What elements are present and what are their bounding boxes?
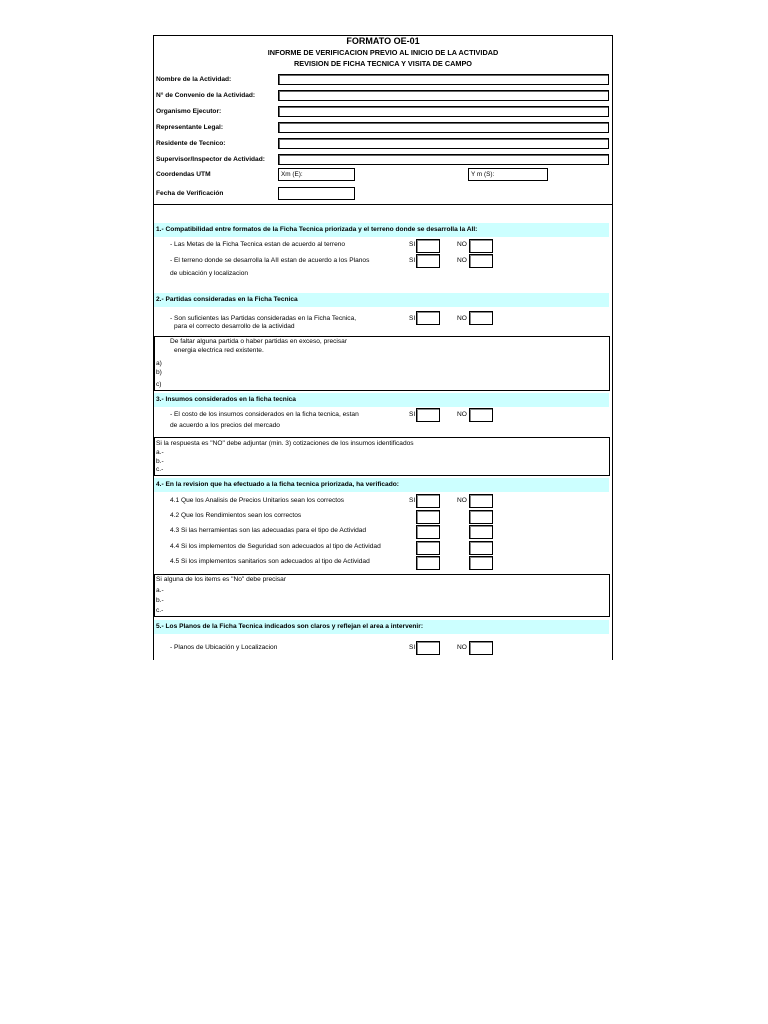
s4-item-1: 4.1 Que los Analisis de Precios Unitarios sean los correctos — [170, 497, 345, 504]
s4-item-a: a.- — [156, 587, 164, 594]
si-label: SI — [409, 257, 416, 264]
s1-q2-si-box[interactable] — [416, 254, 440, 268]
organismo-field[interactable] — [278, 106, 609, 117]
s3-q1-no-box[interactable] — [469, 408, 493, 422]
no-label: NO — [457, 241, 467, 248]
s2-item-a: a) — [156, 360, 162, 367]
s1-q1-no-box[interactable] — [469, 239, 493, 253]
representante-field[interactable] — [278, 122, 609, 133]
form-subtitle: REVISION DE FICHA TECNICA Y VISITA DE CAMPO — [294, 59, 472, 68]
nombre-field[interactable] — [278, 74, 609, 85]
label-utm: Coordendas UTM — [156, 171, 211, 178]
s4-4-no-box[interactable] — [469, 541, 493, 555]
utm-y-field[interactable]: Y m (S): — [468, 168, 548, 181]
s4-4-si-box[interactable] — [416, 541, 440, 555]
s4-2-si-box[interactable] — [416, 510, 440, 524]
residente-field[interactable] — [278, 138, 609, 149]
section-1-header — [154, 223, 609, 237]
si-label: SI — [409, 497, 416, 504]
section-3-header — [154, 393, 609, 407]
no-label: NO — [457, 497, 467, 504]
s1-q2: - El terreno donde se desarrolla la AII estan de acuerdo a los Planos — [170, 257, 370, 264]
format-code: FORMATO OE-01 — [346, 36, 420, 46]
form-page — [153, 35, 613, 660]
s2-q1-cont: para el correcto desarrollo de la actividad — [174, 323, 295, 330]
s2-q1: - Son suficientes las Partidas consideradas en la Ficha Tecnica, — [170, 315, 357, 322]
s5-q1: - Planos de Ubicación y Localizacion — [170, 644, 278, 651]
section-2-header — [154, 293, 609, 307]
section-5-header — [154, 620, 609, 634]
label-nombre: Nombre de la Actividad: — [156, 76, 232, 83]
form-title: INFORME DE VERIFICACION PREVIO AL INICIO DE LA ACTIVIDAD — [267, 48, 499, 57]
s5-q1-si-box[interactable] — [416, 641, 440, 655]
s3-q1: - El costo de los insumos considerados en la ficha tecnica, estan — [170, 411, 359, 418]
section-5-title: 5.- Los Planos de la Ficha Tecnica indicados son claros y reflejan el area a intervenir: — [156, 623, 424, 630]
si-label: SI — [409, 411, 416, 418]
label-fecha: Fecha de Verificación — [156, 190, 224, 197]
s3-item-c: c.- — [156, 466, 164, 473]
section-3-title: 3.- Insumos considerados en la ficha tecnica — [156, 396, 296, 403]
si-label: SI — [409, 644, 416, 651]
s1-q2-cont: de ubicación y localizacion — [170, 270, 249, 277]
s3-note: Si la respuesta es "NO" debe adjuntar (min. 3) cotizaciones de los insumos identificados — [156, 440, 414, 447]
s1-q1: - Las Metas de la Ficha Tecnica estan de acuerdo al terreno — [170, 241, 346, 248]
s4-item-b: b.- — [156, 597, 164, 604]
si-label: SI — [409, 315, 416, 322]
s2-item-c: c) — [156, 381, 162, 388]
divider — [154, 204, 612, 205]
s4-2-no-box[interactable] — [469, 510, 493, 524]
s4-5-si-box[interactable] — [416, 556, 440, 570]
s4-5-no-box[interactable] — [469, 556, 493, 570]
section-4-header — [154, 478, 609, 492]
no-label: NO — [457, 644, 467, 651]
no-label: NO — [457, 257, 467, 264]
fecha-field[interactable] — [278, 187, 355, 200]
s1-q1-si-box[interactable] — [416, 239, 440, 253]
s3-q1-cont: de acuerdo a los precios del mercado — [170, 422, 280, 429]
s4-note: Si alguna de los items es "No" debe precisar — [156, 576, 287, 583]
utm-x-field[interactable]: Xm (E): — [278, 168, 355, 181]
s4-item-2: 4.2 Que los Rendimientos sean los correctos — [170, 512, 302, 519]
s2-q1-si-box[interactable] — [416, 311, 440, 325]
s3-q1-si-box[interactable] — [416, 408, 440, 422]
label-convenio: N° de Convenio de la Actividad: — [156, 92, 256, 99]
s4-3-si-box[interactable] — [416, 525, 440, 539]
supervisor-field[interactable] — [278, 154, 609, 165]
s2-note-box[interactable] — [154, 336, 610, 391]
s5-q1-no-box[interactable] — [469, 641, 493, 655]
s4-3-no-box[interactable] — [469, 525, 493, 539]
s4-note-box[interactable] — [154, 574, 610, 617]
s2-q1-no-box[interactable] — [469, 311, 493, 325]
s3-note-box[interactable] — [154, 437, 610, 476]
s2-item-b: b) — [156, 369, 162, 376]
s1-q2-no-box[interactable] — [469, 254, 493, 268]
s4-item-5: 4.5 Si los implementos sanitarios son adecuados al tipo de Actividad — [170, 558, 370, 565]
s2-note-2: energia electrica red existente. — [174, 347, 264, 354]
convenio-field[interactable] — [278, 90, 609, 101]
label-residente: Residente de Tecnico: — [156, 140, 226, 147]
section-2-title: 2.- Partidas consideradas en la Ficha Tecnica — [156, 296, 298, 303]
no-label: NO — [457, 411, 467, 418]
s4-item-3: 4.3 Si las herramientas son las adecuadas para el tipo de Actividad — [170, 527, 367, 534]
si-label: SI — [409, 241, 416, 248]
label-organismo: Organismo Ejecutor: — [156, 108, 222, 115]
s4-1-no-box[interactable] — [469, 494, 493, 508]
label-representante: Representante Legal: — [156, 124, 224, 131]
s2-note-1: De faltar alguna partida o haber partidas en exceso, precisar — [170, 338, 348, 345]
no-label: NO — [457, 315, 467, 322]
s4-item-c: c.- — [156, 607, 164, 614]
section-4-title: 4.- En la revision que ha efectuado a la ficha tecnica priorizada, ha verificado: — [156, 481, 399, 488]
s3-item-a: a.- — [156, 449, 164, 456]
label-supervisor: Supervisor/Inspector de Actividad: — [156, 156, 265, 163]
s3-item-b: b.- — [156, 458, 164, 465]
section-1-title: 1.- Compatibilidad entre formatos de la Ficha Tecnica priorizada y el terreno donde se desarrolla la AII: — [156, 226, 478, 233]
s4-item-4: 4.4 Si los implementos de Seguridad son adecuados al tipo de Actividad — [170, 543, 381, 550]
s4-1-si-box[interactable] — [416, 494, 440, 508]
